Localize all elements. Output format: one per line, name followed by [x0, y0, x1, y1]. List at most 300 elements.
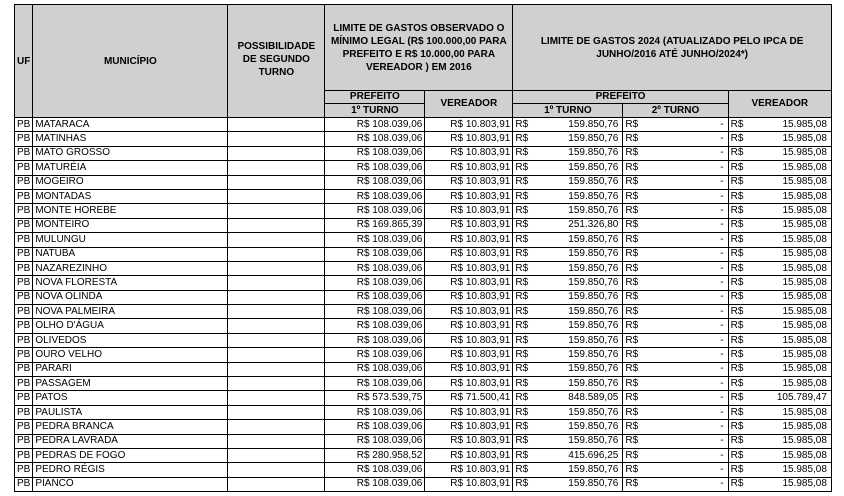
- header-prefeito-2016: PREFEITO: [325, 91, 425, 104]
- cell-prefeito-2024-t1: 159.850,76: [531, 377, 623, 391]
- header-segundo-turno: POSSIBILIDADE DE SEGUNDO TURNO: [228, 5, 325, 118]
- cell-currency: R$: [623, 333, 640, 347]
- cell-currency: R$: [623, 146, 640, 160]
- table-row: [15, 319, 832, 333]
- cell-prefeito-2024-t2: -: [640, 348, 728, 362]
- cell-currency: R$: [513, 391, 531, 405]
- cell-prefeito-2024-t1: 159.850,76: [531, 247, 623, 261]
- cell-currency: R$: [623, 204, 640, 218]
- header-vereador-2024: VEREADOR: [728, 91, 831, 118]
- table-row: [15, 434, 832, 448]
- cell-segundo-turno: [228, 161, 325, 175]
- cell-currency: R$: [623, 348, 640, 362]
- cell-segundo-turno: [228, 463, 325, 477]
- cell-vereador-2024: 15.985,08: [745, 405, 831, 419]
- cell-prefeito-2016: R$ 108.039,06: [325, 290, 425, 304]
- cell-segundo-turno: [228, 420, 325, 434]
- cell-municipio: PATOS: [33, 391, 228, 405]
- cell-vereador-2024: 15.985,08: [745, 218, 831, 232]
- cell-municipio: NATUBA: [33, 247, 228, 261]
- cell-vereador-2024: 15.985,08: [745, 377, 831, 391]
- header-municipio: MUNICÍPIO: [33, 5, 228, 118]
- table-row: [15, 391, 832, 405]
- table-row: [15, 420, 832, 434]
- cell-uf: PB: [15, 477, 33, 491]
- cell-vereador-2016: R$ 10.803,91: [425, 233, 513, 247]
- cell-vereador-2016: R$ 10.803,91: [425, 448, 513, 462]
- cell-municipio: MATO GROSSO: [33, 146, 228, 160]
- cell-municipio: MULUNGU: [33, 233, 228, 247]
- cell-vereador-2024: 15.985,08: [745, 261, 831, 275]
- cell-segundo-turno: [228, 448, 325, 462]
- cell-vereador-2024: 15.985,08: [745, 290, 831, 304]
- cell-currency: R$: [513, 189, 531, 203]
- cell-segundo-turno: [228, 146, 325, 160]
- cell-municipio: OURO VELHO: [33, 348, 228, 362]
- cell-municipio: OLIVEDOS: [33, 333, 228, 347]
- cell-segundo-turno: [228, 377, 325, 391]
- cell-vereador-2024: 105.789,47: [745, 391, 831, 405]
- cell-uf: PB: [15, 434, 33, 448]
- cell-prefeito-2024-t1: 159.850,76: [531, 319, 623, 333]
- cell-vereador-2024: 15.985,08: [745, 175, 831, 189]
- cell-prefeito-2024-t2: -: [640, 261, 728, 275]
- cell-prefeito-2024-t2: -: [640, 391, 728, 405]
- cell-prefeito-2024-t1: 159.850,76: [531, 477, 623, 491]
- cell-vereador-2024: 15.985,08: [745, 463, 831, 477]
- cell-prefeito-2024-t1: 159.850,76: [531, 305, 623, 319]
- cell-currency: R$: [623, 175, 640, 189]
- cell-uf: PB: [15, 247, 33, 261]
- spending-limits-table: [14, 4, 832, 492]
- cell-municipio: PARARI: [33, 362, 228, 376]
- cell-currency: R$: [728, 146, 745, 160]
- cell-vereador-2016: R$ 10.803,91: [425, 319, 513, 333]
- cell-prefeito-2016: R$ 280.958,52: [325, 448, 425, 462]
- cell-uf: PB: [15, 420, 33, 434]
- cell-prefeito-2024-t2: -: [640, 463, 728, 477]
- cell-vereador-2024: 15.985,08: [745, 132, 831, 146]
- cell-vereador-2024: 15.985,08: [745, 477, 831, 491]
- table-row: [15, 189, 832, 203]
- cell-prefeito-2016: R$ 108.039,06: [325, 132, 425, 146]
- cell-uf: PB: [15, 146, 33, 160]
- cell-uf: PB: [15, 189, 33, 203]
- cell-vereador-2016: R$ 10.803,91: [425, 261, 513, 275]
- cell-vereador-2024: 15.985,08: [745, 420, 831, 434]
- header-limite-2024: LIMITE DE GASTOS 2024 (ATUALIZADO PELO IPCA DE JUNHO/2016 ATÉ JUNHO/2024*): [513, 5, 832, 91]
- cell-prefeito-2016: R$ 108.039,06: [325, 261, 425, 275]
- cell-currency: R$: [728, 348, 745, 362]
- cell-segundo-turno: [228, 362, 325, 376]
- table-body: [15, 118, 832, 492]
- cell-prefeito-2016: R$ 573.539,75: [325, 391, 425, 405]
- header-turno1-2016: 1º TURNO: [325, 104, 425, 118]
- cell-currency: R$: [728, 175, 745, 189]
- cell-vereador-2016: R$ 10.803,91: [425, 362, 513, 376]
- cell-segundo-turno: [228, 391, 325, 405]
- cell-municipio: PEDRAS DE FOGO: [33, 448, 228, 462]
- cell-prefeito-2024-t2: -: [640, 305, 728, 319]
- cell-prefeito-2024-t1: 159.850,76: [531, 118, 623, 132]
- cell-prefeito-2016: R$ 108.039,06: [325, 161, 425, 175]
- cell-prefeito-2024-t2: -: [640, 175, 728, 189]
- cell-municipio: MATINHAS: [33, 132, 228, 146]
- cell-municipio: PAULISTA: [33, 405, 228, 419]
- cell-vereador-2016: R$ 10.803,91: [425, 305, 513, 319]
- cell-currency: R$: [513, 218, 531, 232]
- cell-uf: PB: [15, 233, 33, 247]
- cell-municipio: MONTEIRO: [33, 218, 228, 232]
- cell-currency: R$: [513, 247, 531, 261]
- cell-prefeito-2024-t2: -: [640, 118, 728, 132]
- cell-municipio: PEDRA LAVRADA: [33, 434, 228, 448]
- cell-vereador-2024: 15.985,08: [745, 204, 831, 218]
- cell-currency: R$: [728, 434, 745, 448]
- cell-uf: PB: [15, 161, 33, 175]
- cell-currency: R$: [623, 218, 640, 232]
- cell-uf: PB: [15, 118, 33, 132]
- cell-prefeito-2016: R$ 108.039,06: [325, 233, 425, 247]
- cell-segundo-turno: [228, 204, 325, 218]
- header-prefeito-2024: PREFEITO: [513, 91, 728, 104]
- table-row: [15, 161, 832, 175]
- cell-vereador-2024: 15.985,08: [745, 348, 831, 362]
- cell-uf: PB: [15, 276, 33, 290]
- table-row: [15, 276, 832, 290]
- cell-segundo-turno: [228, 189, 325, 203]
- spending-limits-table-wrapper: [14, 4, 832, 492]
- header-vereador-2016: VEREADOR: [425, 91, 513, 118]
- cell-segundo-turno: [228, 434, 325, 448]
- cell-municipio: NOVA PALMEIRA: [33, 305, 228, 319]
- cell-vereador-2024: 15.985,08: [745, 118, 831, 132]
- cell-vereador-2016: R$ 10.803,91: [425, 218, 513, 232]
- cell-prefeito-2024-t1: 159.850,76: [531, 204, 623, 218]
- cell-segundo-turno: [228, 333, 325, 347]
- cell-currency: R$: [513, 204, 531, 218]
- cell-prefeito-2024-t2: -: [640, 189, 728, 203]
- cell-prefeito-2016: R$ 108.039,06: [325, 189, 425, 203]
- cell-vereador-2016: R$ 10.803,91: [425, 247, 513, 261]
- cell-uf: PB: [15, 348, 33, 362]
- cell-prefeito-2024-t2: -: [640, 319, 728, 333]
- cell-currency: R$: [728, 276, 745, 290]
- cell-currency: R$: [513, 132, 531, 146]
- cell-municipio: MATARACA: [33, 118, 228, 132]
- cell-vereador-2016: R$ 10.803,91: [425, 132, 513, 146]
- cell-currency: R$: [623, 305, 640, 319]
- cell-prefeito-2016: R$ 108.039,06: [325, 477, 425, 491]
- cell-prefeito-2024-t2: -: [640, 132, 728, 146]
- cell-currency: R$: [513, 319, 531, 333]
- cell-currency: R$: [728, 161, 745, 175]
- cell-municipio: NAZAREZINHO: [33, 261, 228, 275]
- cell-segundo-turno: [228, 218, 325, 232]
- cell-prefeito-2024-t2: -: [640, 146, 728, 160]
- cell-prefeito-2024-t1: 159.850,76: [531, 463, 623, 477]
- cell-currency: R$: [728, 290, 745, 304]
- cell-prefeito-2016: R$ 108.039,06: [325, 420, 425, 434]
- cell-segundo-turno: [228, 405, 325, 419]
- cell-currency: R$: [623, 247, 640, 261]
- cell-municipio: PEDRO RÉGIS: [33, 463, 228, 477]
- cell-currency: R$: [513, 477, 531, 491]
- cell-currency: R$: [728, 319, 745, 333]
- table-row: [15, 290, 832, 304]
- cell-vereador-2016: R$ 10.803,91: [425, 333, 513, 347]
- cell-vereador-2016: R$ 10.803,91: [425, 420, 513, 434]
- cell-municipio: OLHO D'ÁGUA: [33, 319, 228, 333]
- cell-vereador-2016: R$ 10.803,91: [425, 477, 513, 491]
- table-row: [15, 204, 832, 218]
- cell-currency: R$: [623, 420, 640, 434]
- cell-municipio: PASSAGEM: [33, 377, 228, 391]
- cell-segundo-turno: [228, 132, 325, 146]
- cell-currency: R$: [513, 161, 531, 175]
- table-row: [15, 261, 832, 275]
- cell-currency: R$: [728, 204, 745, 218]
- cell-currency: R$: [623, 132, 640, 146]
- header-limite-2016: LIMITE DE GASTOS OBSERVADO O MÍNIMO LEGAL (R$ 100.000,00 PARA PREFEITO E R$ 10.000,00 PARA VEREADOR ) EM 2016: [325, 5, 513, 91]
- cell-prefeito-2024-t1: 159.850,76: [531, 175, 623, 189]
- table-row: [15, 175, 832, 189]
- cell-segundo-turno: [228, 477, 325, 491]
- cell-currency: R$: [728, 218, 745, 232]
- cell-prefeito-2024-t2: -: [640, 362, 728, 376]
- table-row: [15, 448, 832, 462]
- cell-currency: R$: [728, 477, 745, 491]
- cell-prefeito-2024-t2: -: [640, 420, 728, 434]
- cell-uf: PB: [15, 305, 33, 319]
- table-header: [15, 5, 832, 118]
- cell-segundo-turno: [228, 305, 325, 319]
- cell-segundo-turno: [228, 261, 325, 275]
- cell-currency: R$: [728, 305, 745, 319]
- cell-vereador-2024: 15.985,08: [745, 319, 831, 333]
- cell-vereador-2016: R$ 10.803,91: [425, 146, 513, 160]
- cell-currency: R$: [728, 118, 745, 132]
- cell-currency: R$: [728, 405, 745, 419]
- table-row: [15, 247, 832, 261]
- cell-segundo-turno: [228, 290, 325, 304]
- cell-currency: R$: [513, 420, 531, 434]
- cell-currency: R$: [728, 362, 745, 376]
- table-row: [15, 118, 832, 132]
- cell-vereador-2016: R$ 10.803,91: [425, 161, 513, 175]
- cell-prefeito-2024-t2: -: [640, 161, 728, 175]
- cell-currency: R$: [623, 362, 640, 376]
- table-row: [15, 146, 832, 160]
- cell-prefeito-2024-t1: 251.326,80: [531, 218, 623, 232]
- cell-currency: R$: [513, 146, 531, 160]
- cell-uf: PB: [15, 175, 33, 189]
- table-row: [15, 233, 832, 247]
- cell-segundo-turno: [228, 348, 325, 362]
- cell-vereador-2024: 15.985,08: [745, 189, 831, 203]
- cell-vereador-2024: 15.985,08: [745, 434, 831, 448]
- cell-segundo-turno: [228, 118, 325, 132]
- cell-uf: PB: [15, 132, 33, 146]
- cell-vereador-2016: R$ 71.500,41: [425, 391, 513, 405]
- cell-prefeito-2016: R$ 108.039,06: [325, 333, 425, 347]
- table-row: [15, 463, 832, 477]
- cell-segundo-turno: [228, 233, 325, 247]
- cell-currency: R$: [728, 420, 745, 434]
- cell-currency: R$: [728, 463, 745, 477]
- header-uf: UF: [15, 5, 33, 118]
- cell-prefeito-2016: R$ 108.039,06: [325, 377, 425, 391]
- cell-vereador-2016: R$ 10.803,91: [425, 189, 513, 203]
- cell-currency: R$: [623, 290, 640, 304]
- cell-prefeito-2024-t1: 159.850,76: [531, 276, 623, 290]
- cell-prefeito-2024-t1: 159.850,76: [531, 132, 623, 146]
- cell-vereador-2024: 15.985,08: [745, 333, 831, 347]
- cell-vereador-2016: R$ 10.803,91: [425, 204, 513, 218]
- cell-uf: PB: [15, 463, 33, 477]
- cell-uf: PB: [15, 448, 33, 462]
- cell-currency: R$: [623, 448, 640, 462]
- cell-prefeito-2024-t1: 848.589,05: [531, 391, 623, 405]
- cell-prefeito-2024-t2: -: [640, 405, 728, 419]
- cell-segundo-turno: [228, 319, 325, 333]
- cell-currency: R$: [728, 247, 745, 261]
- cell-prefeito-2016: R$ 108.039,06: [325, 405, 425, 419]
- cell-municipio: PEDRA BRANCA: [33, 420, 228, 434]
- cell-prefeito-2016: R$ 108.039,06: [325, 118, 425, 132]
- cell-currency: R$: [513, 348, 531, 362]
- cell-currency: R$: [623, 434, 640, 448]
- cell-segundo-turno: [228, 175, 325, 189]
- cell-currency: R$: [728, 132, 745, 146]
- cell-currency: R$: [513, 276, 531, 290]
- cell-uf: PB: [15, 218, 33, 232]
- cell-currency: R$: [623, 118, 640, 132]
- cell-segundo-turno: [228, 247, 325, 261]
- cell-currency: R$: [513, 118, 531, 132]
- table-row: [15, 305, 832, 319]
- cell-vereador-2016: R$ 10.803,91: [425, 290, 513, 304]
- cell-currency: R$: [623, 233, 640, 247]
- cell-municipio: MONTE HOREBE: [33, 204, 228, 218]
- cell-vereador-2024: 15.985,08: [745, 276, 831, 290]
- cell-prefeito-2024-t1: 159.850,76: [531, 362, 623, 376]
- cell-currency: R$: [623, 377, 640, 391]
- cell-municipio: PIANCÓ: [33, 477, 228, 491]
- cell-vereador-2016: R$ 10.803,91: [425, 463, 513, 477]
- cell-currency: R$: [513, 463, 531, 477]
- table-row: [15, 405, 832, 419]
- header-turno1-2024: 1º TURNO: [513, 104, 623, 118]
- cell-prefeito-2024-t1: 159.850,76: [531, 161, 623, 175]
- cell-vereador-2024: 15.985,08: [745, 448, 831, 462]
- cell-vereador-2016: R$ 10.803,91: [425, 405, 513, 419]
- cell-currency: R$: [623, 463, 640, 477]
- table-row: [15, 348, 832, 362]
- cell-currency: R$: [513, 405, 531, 419]
- cell-uf: PB: [15, 333, 33, 347]
- cell-currency: R$: [623, 276, 640, 290]
- cell-currency: R$: [623, 189, 640, 203]
- cell-vereador-2016: R$ 10.803,91: [425, 118, 513, 132]
- cell-currency: R$: [728, 391, 745, 405]
- cell-prefeito-2024-t2: -: [640, 333, 728, 347]
- cell-uf: PB: [15, 391, 33, 405]
- cell-currency: R$: [728, 333, 745, 347]
- table-row: [15, 362, 832, 376]
- table-row: [15, 218, 832, 232]
- cell-prefeito-2024-t2: -: [640, 247, 728, 261]
- cell-currency: R$: [513, 261, 531, 275]
- cell-uf: PB: [15, 261, 33, 275]
- cell-prefeito-2016: R$ 108.039,06: [325, 362, 425, 376]
- cell-currency: R$: [513, 448, 531, 462]
- cell-prefeito-2016: R$ 108.039,06: [325, 434, 425, 448]
- table-row: [15, 333, 832, 347]
- cell-vereador-2024: 15.985,08: [745, 247, 831, 261]
- cell-currency: R$: [728, 261, 745, 275]
- cell-vereador-2016: R$ 10.803,91: [425, 276, 513, 290]
- cell-currency: R$: [728, 377, 745, 391]
- cell-prefeito-2016: R$ 108.039,06: [325, 204, 425, 218]
- cell-vereador-2016: R$ 10.803,91: [425, 348, 513, 362]
- cell-prefeito-2024-t1: 159.850,76: [531, 261, 623, 275]
- cell-prefeito-2024-t1: 159.850,76: [531, 405, 623, 419]
- cell-prefeito-2024-t1: 159.850,76: [531, 420, 623, 434]
- cell-prefeito-2024-t1: 159.850,76: [531, 290, 623, 304]
- cell-vereador-2016: R$ 10.803,91: [425, 434, 513, 448]
- table-row: [15, 377, 832, 391]
- cell-currency: R$: [513, 175, 531, 189]
- cell-prefeito-2024-t2: -: [640, 218, 728, 232]
- cell-prefeito-2016: R$ 169.865,39: [325, 218, 425, 232]
- cell-uf: PB: [15, 405, 33, 419]
- cell-prefeito-2016: R$ 108.039,06: [325, 175, 425, 189]
- cell-prefeito-2024-t1: 159.850,76: [531, 348, 623, 362]
- cell-prefeito-2024-t1: 159.850,76: [531, 434, 623, 448]
- cell-vereador-2016: R$ 10.803,91: [425, 377, 513, 391]
- cell-currency: R$: [513, 305, 531, 319]
- cell-prefeito-2024-t2: -: [640, 477, 728, 491]
- cell-vereador-2024: 15.985,08: [745, 146, 831, 160]
- cell-vereador-2024: 15.985,08: [745, 362, 831, 376]
- cell-vereador-2024: 15.985,08: [745, 161, 831, 175]
- cell-uf: PB: [15, 377, 33, 391]
- cell-prefeito-2024-t1: 159.850,76: [531, 233, 623, 247]
- cell-prefeito-2024-t2: -: [640, 290, 728, 304]
- cell-currency: R$: [623, 261, 640, 275]
- cell-prefeito-2024-t2: -: [640, 276, 728, 290]
- table-row: [15, 132, 832, 146]
- cell-currency: R$: [623, 405, 640, 419]
- cell-currency: R$: [728, 189, 745, 203]
- cell-prefeito-2016: R$ 108.039,06: [325, 305, 425, 319]
- cell-municipio: MATURÉIA: [33, 161, 228, 175]
- cell-vereador-2024: 15.985,08: [745, 305, 831, 319]
- cell-prefeito-2024-t1: 159.850,76: [531, 333, 623, 347]
- header-turno2-2024: 2º TURNO: [623, 104, 728, 118]
- cell-currency: R$: [513, 290, 531, 304]
- cell-currency: R$: [623, 391, 640, 405]
- cell-prefeito-2024-t2: -: [640, 204, 728, 218]
- cell-currency: R$: [513, 333, 531, 347]
- cell-municipio: NOVA OLINDA: [33, 290, 228, 304]
- cell-prefeito-2024-t1: 159.850,76: [531, 146, 623, 160]
- cell-currency: R$: [623, 477, 640, 491]
- cell-prefeito-2016: R$ 108.039,06: [325, 319, 425, 333]
- cell-prefeito-2024-t1: 415.696,25: [531, 448, 623, 462]
- table-row: [15, 477, 832, 491]
